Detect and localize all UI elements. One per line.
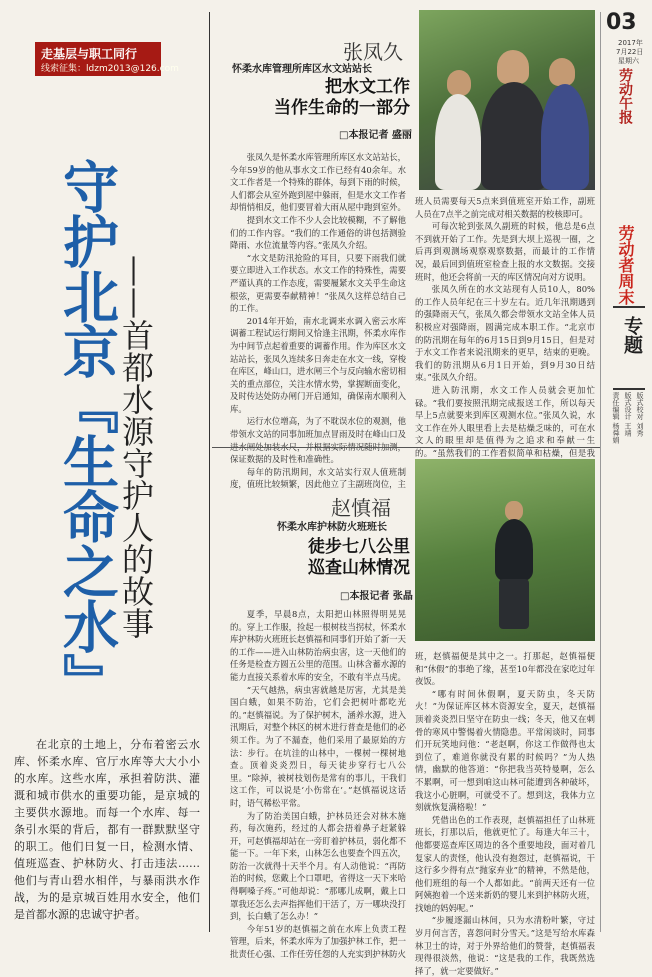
story2-paragraph: 夏季，早晨8点，太阳把山林照得明晃晃的。穿上工作服，捡起一根树枝当拐杖，怀柔水库护林防火班班长赵慎福和同事们开始了新一天的工作——进入山林防治病虫害，这一天他们的任务是检查方圆五公里的范围。山林含蓄水源的能力直接关系着水库的安全，不敢有半点马虎。 [230,609,406,682]
story1-paragraph: 张凤久所在的水文站现有人员10人，80%的工作人员年纪在三十岁左右。近几年汛期遇到的强降雨天气，张凤久都会带领水文站全体人员积极应对强降雨，圆满完成本职工作。“北京市的防汛期在每年的6月15日到9月15日，但是对于水文工作者来说汛期来的更早，结束的更晚。我们的防汛期从6月1日开始，到9月30日结束。”张凤久介绍。 [415,284,595,383]
story2-headline [230,537,410,579]
column-logo-title: 走基层与职工同行 [41,47,138,61]
story2-paragraph: “步履逐漏山林间，只为水清粉叶繁，守过岁月何言苦，喜怨问时分雪天。”这是写给水库森林卫士的诗，对于外界给他们的赞誉，赵慎福表现得很淡然，他说：“这是我的工作，我既然选择了，就一定要做好。” [415,915,595,976]
story-separator [212,447,600,448]
story1-col1 [230,151,406,490]
story1-photo [419,10,595,190]
section-name: 劳动者周末 [616,225,635,305]
feature-title: 守护北京『生命之水』 [54,158,119,708]
paper-name: 劳动午报 [617,68,633,124]
story2-col1 [230,608,406,960]
story2-col2 [415,650,595,976]
story1-paragraph: 可每次轮到张凤久副班的时候，他总是6点不到就开始了工作。先是到大坝上巡视一圈，之后再到观测场观察观察数据，而最计的工作情况，最后回到值班室检查上报的水文数据。交接班时，他还会将前一天的库区情况向对方说明。 [415,221,595,282]
story2-name: 赵慎福 [331,496,391,520]
editor-credit: 版式设计 王靖 [624,392,632,437]
editors-credits [611,392,645,482]
column-logo [35,42,179,76]
story1-byline: □本报记者 盛丽 [339,130,412,141]
issue-date: 7月22日 [616,48,644,56]
story1-paragraph: 每年的防汛期间，水文站实行双人值班制度，值班比较频繁，因此他立了主副班岗位，主 [230,466,406,490]
sidebar-divider [600,12,601,932]
story1-headline-line2: 当作生命的一部分 [274,98,410,118]
story2-paragraph: 凭借出色的工作表现，赵慎福担任了山林班班长，打那以后，他就更忙了。每逢大年三十，他都要巡查库区周边的各个重要地段，面对着几复家人的责怪，他认没有抱怨过，赵慎福说，干这行多少得有点“抛家弃业”的精神，不然是他，他们班组的每一个人都如此。“前两天还有一位阿姨抱着一个送来新奶的婴儿来到护林防火班，找她的妈妈呢。” [415,814,595,913]
story1-name: 张凤久 [343,40,403,64]
story1-paragraph: “水文是防汛抢险的耳目，只要下雨我们就要立即进入工作状态。水文工作的特殊性，需要严谨认真的工作态度，需要履紧水文关乎生命这根弦，更需要奉献精神！”张凤久这样总结自己的工作。 [230,252,406,314]
story1-paragraph: 进入防汛期，水文工作人员就会更加忙碌。“我们要按照汛期完成报送工作，所以每天早上5点就要来到库区观测水位。”张凤久说，水文工作在外人眼里看上去是枯燥乏味的，可在水文人的眼里却是值得为之追求和奉献一生的。“虽然我们的工作看似简单和枯燥，但是我 [415,384,595,458]
intro-paragraph: 在北京的土地上，分布着密云水库、怀柔水库、官厅水库等大大小小的水库。这些水库，承担着防洪、灌溉和城市供水的重要功能，是京城的主要供水源地。而每一个水库、每一条引水渠的背后，都有一群默默坚守的职工。他们日复一日，检测水情、值班巡查、护林防火、打击违法……他们与青山碧水相伴，与暴雨洪水作战，为的是京城百姓用水安全，他们是首都水源的忠诚守护者。 [14,738,200,921]
topic-box [613,306,645,390]
story1-paragraph: 提到水文工作不少人会比较模糊，不了解他们的工作内容。“我们的工作通俗的讲包括测验降雨、水位流量等内容。”张凤久介绍。 [230,214,406,251]
issue-year: 2017年 [618,39,643,47]
column-divider [209,12,210,932]
feature-intro [14,736,200,923]
story1-paragraph: 2014年开始，南水北调来水调入密云水库调蓄工程试运行期间又恰逢主汛期，怀柔水库作为中间节点起着重要的调蓄作用。作为库区水文站站长，张凤久连续多日奔走在水文一线，穿梭在库区，峰山口，进水闸三个与反向输水密切相关的重点部位，关注水情水势，掌握断面变化，及时传达处防办闸门开启通知，确保南水顺利入库。 [230,315,406,414]
story1-role: 怀柔水库管理所库区水文站站长 [232,64,372,75]
story2-headline-line1: 徒步七八公里 [308,537,410,557]
story1-paragraph: 张凤久是怀柔水库管理所库区水文站站长，今年59岁的他从事水文工作已经有40余年。水文工作者是一个特殊的群体，每到下雨的时候，人们都会从室外跑到屋中躲雨，但是水文工作者却悄悄相反，他们要冒着大雨从屋中跑到室外。 [230,152,406,213]
story2-paragraph: “天气越热，病虫害就越是厉害，尤其是美国白蛾，如果不防治，它们会把树叶都吃光的。”赵慎福说。为了保护树木，涵养水源，进入汛期后，对整个林区的树木进行普查是他们的必须工作。为了不漏查，他们采用了最原始的方法：步行。在坑洼的山林中，一棵树一棵树地查。顶着炎炎烈日，每天徒步穿行七八公里。“除掉，被树枝划伤是常有的事儿，干我们这工作，可以说是‘小伤常在’。”赵慎福说这话时，语气稀松平常。 [230,684,406,808]
story1-headline-line1: 把水文工作 [325,77,410,97]
story2-role: 怀柔水库护林防火班班长 [277,522,387,533]
topic-label: 专题 [621,316,643,354]
story2-headline-line2: 巡查山林情况 [308,558,410,578]
story1-headline [230,77,410,119]
story2-photo [415,459,595,641]
story2-paragraph: 为了防治美国白蛾，护林员还会对林木施药，每次施药，经过的人都会捂着鼻子赶紧躲开，可赵慎福却站在一旁盯着护林员，弱化都不能一下。一年下来，山林怎么也要查个四五次，防治一次就得十天半个月。有人动他说：“再防治的时候，您戴上个口罩吧，省得这一天下来哈得啊嗓子疼。”可他却说：“那哪儿成啊，戴上口罩我还怎么去声指挥他们干活了，万一哪块没打到，长白蛾了怎么办！” [230,810,406,922]
story1-paragraph: 运行水位增高，为了不耽误水位的观测，他带领水文站的同事加班加点冒雨及时在峰山口及 保证数据的及时性和准确性。 [230,416,406,465]
editor-credit: 版式校对 刘秀 [636,392,644,437]
editor-credit: 责任编辑 杨舜娟 [612,392,620,444]
story1-paragraph: 班人员需要每天5点来到值班室开始工作，副班人员在7点半之前完成对相关数据的校核即可。 [415,196,595,219]
story2-paragraph: 班，赵慎福便是其中之一。打那起，赵慎福便和“休假”的事绝了缘，甚至10年都没在家吃过年夜饭。 [415,651,595,687]
story2-paragraph: 今年51岁的赵慎福之前在水库上负责工程管理，后来，怀柔水库为了加强护林工作，把一批责任心强、工作任劳任怨的人充实到护林防火 [230,923,406,960]
page-number: 03 [606,10,637,35]
story1-col2 [415,195,595,458]
issue-weekday: 星期六 [618,57,639,65]
column-logo-contact: 线索征集：ldzm2013@126.com [41,64,179,74]
feature-subtitle: ——首都水源守护人的故事 [117,255,155,639]
story2-paragraph: “哪有时间休假啊，夏天防虫，冬天防火！”为保证库区林木资源安全，夏天，赵慎福顶着炎炎烈日坚守在防虫一线；冬天，他又在刺骨的寒风中警惕着火情隐患。平常闲谈时，同事们开玩笑地问他：“老赵啊，你这工作做得也太到位了，难道你就没有累的时候吗？”为人热情，幽默的他答道：“你把我当英特曼啊，怎么不累啊，可一想到咱这山林可能遭到各种破坏，我这小心脏啊，可就受不了。想到这，我体力立刻就恢复满格啦！” [415,688,595,813]
story2-byline: □本报记者 张晶 [340,591,413,602]
